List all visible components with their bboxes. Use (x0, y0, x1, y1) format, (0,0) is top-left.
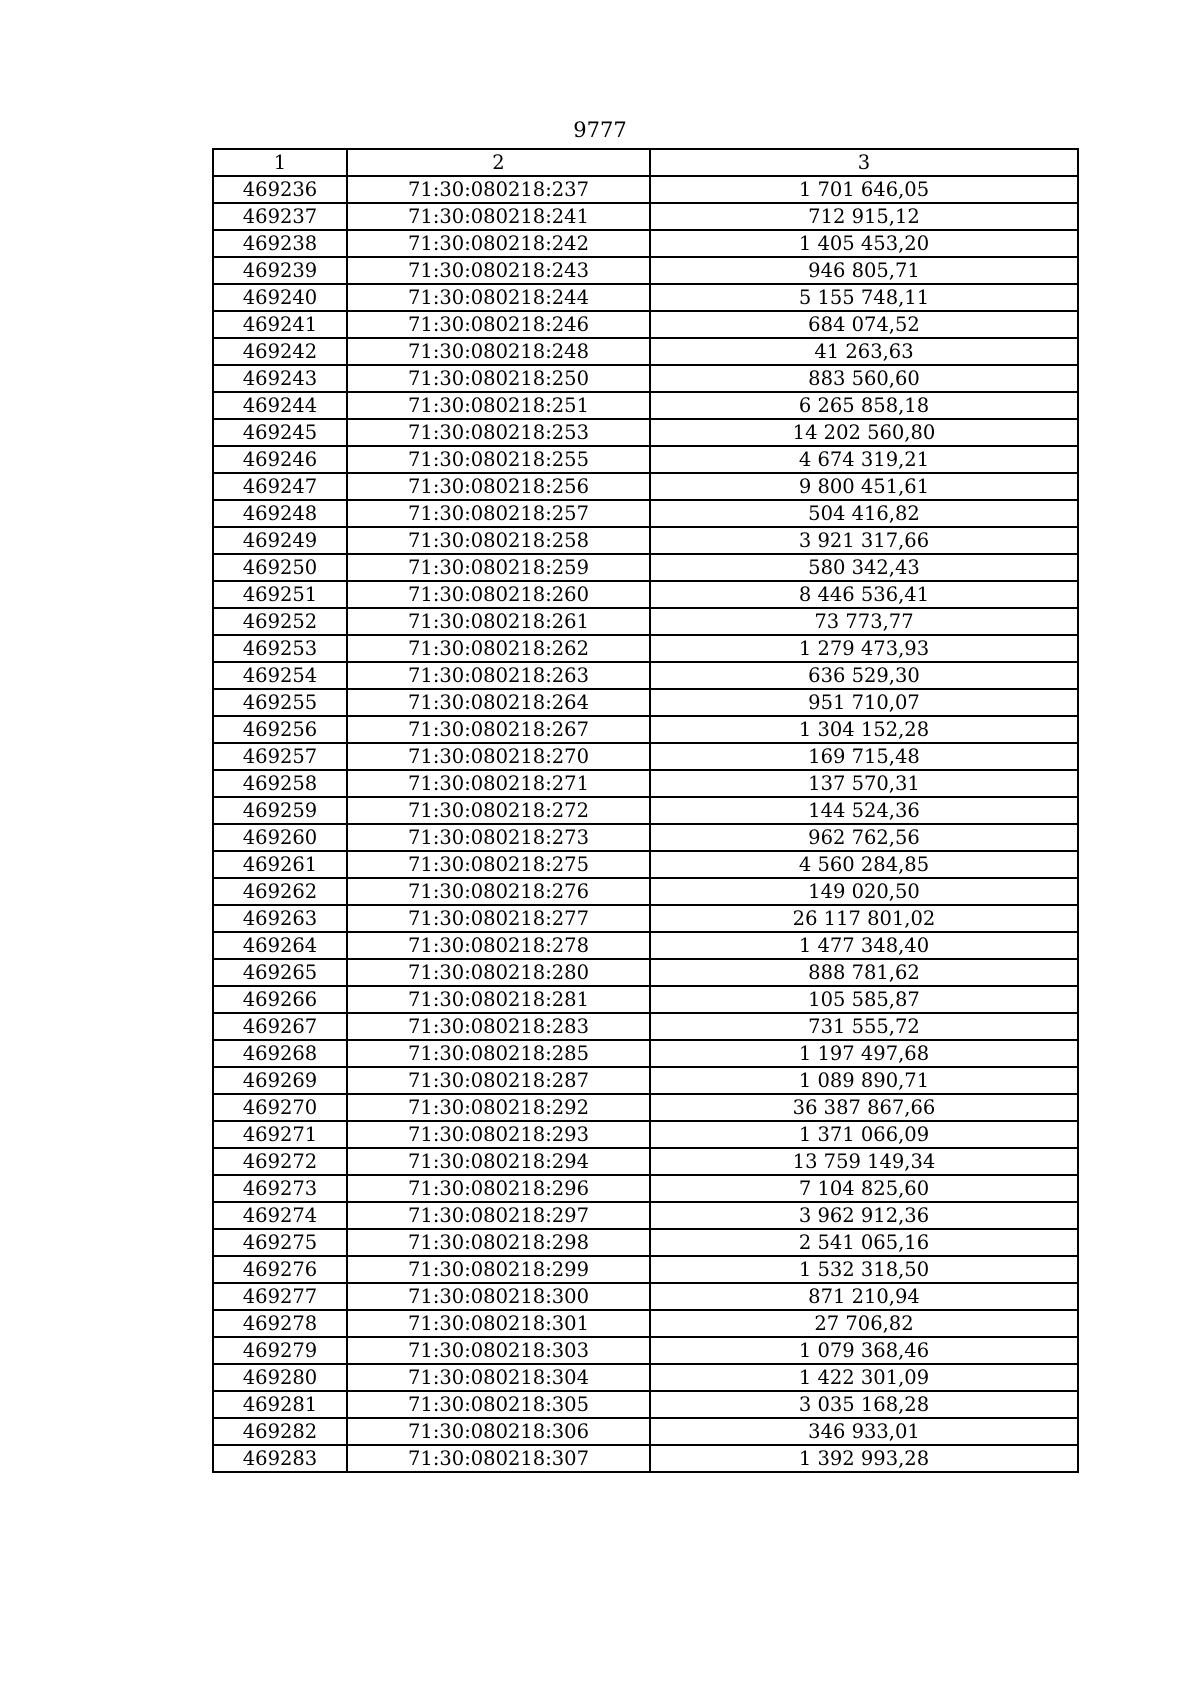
table-row (213, 1040, 1078, 1067)
cadastral-number-cell: 71:30:080218:260 (347, 581, 650, 608)
cadastral-number-cell: 71:30:080218:250 (347, 365, 650, 392)
value-cell: 6 265 858,18 (650, 392, 1078, 419)
value-cell: 951 710,07 (650, 689, 1078, 716)
table-body (213, 176, 1078, 1472)
value-cell: 9 800 451,61 (650, 473, 1078, 500)
cadastral-number-cell: 71:30:080218:262 (347, 635, 650, 662)
row-number-cell: 469243 (213, 365, 347, 392)
row-number-cell: 469261 (213, 851, 347, 878)
cadastral-number-cell: 71:30:080218:281 (347, 986, 650, 1013)
table-row (213, 1202, 1078, 1229)
row-number-cell: 469263 (213, 905, 347, 932)
column-header-3: 3 (650, 149, 1078, 176)
table-row (213, 527, 1078, 554)
table-row (213, 743, 1078, 770)
row-number-cell: 469247 (213, 473, 347, 500)
row-number-cell: 469266 (213, 986, 347, 1013)
row-number-cell: 469236 (213, 176, 347, 203)
table-row (213, 230, 1078, 257)
value-cell: 41 263,63 (650, 338, 1078, 365)
table-row (213, 176, 1078, 203)
table-row (213, 878, 1078, 905)
table-row (213, 581, 1078, 608)
value-cell: 14 202 560,80 (650, 419, 1078, 446)
cadastral-number-cell: 71:30:080218:278 (347, 932, 650, 959)
cadastral-number-cell: 71:30:080218:251 (347, 392, 650, 419)
table-row (213, 1013, 1078, 1040)
cadastral-number-cell: 71:30:080218:273 (347, 824, 650, 851)
value-cell: 1 304 152,28 (650, 716, 1078, 743)
cadastral-number-cell: 71:30:080218:272 (347, 797, 650, 824)
table-row (213, 1256, 1078, 1283)
cadastral-number-cell: 71:30:080218:258 (347, 527, 650, 554)
cadastral-number-cell: 71:30:080218:307 (347, 1445, 650, 1472)
cadastral-number-cell: 71:30:080218:259 (347, 554, 650, 581)
row-number-cell: 469275 (213, 1229, 347, 1256)
cadastral-number-cell: 71:30:080218:248 (347, 338, 650, 365)
row-number-cell: 469238 (213, 230, 347, 257)
row-number-cell: 469265 (213, 959, 347, 986)
cadastral-number-cell: 71:30:080218:300 (347, 1283, 650, 1310)
table-row (213, 446, 1078, 473)
value-cell: 1 701 646,05 (650, 176, 1078, 203)
cadastral-number-cell: 71:30:080218:298 (347, 1229, 650, 1256)
row-number-cell: 469273 (213, 1175, 347, 1202)
value-cell: 8 446 536,41 (650, 581, 1078, 608)
value-cell: 4 560 284,85 (650, 851, 1078, 878)
cadastral-number-cell: 71:30:080218:305 (347, 1391, 650, 1418)
cadastral-number-cell: 71:30:080218:293 (347, 1121, 650, 1148)
row-number-cell: 469254 (213, 662, 347, 689)
cadastral-number-cell: 71:30:080218:253 (347, 419, 650, 446)
table-row (213, 1094, 1078, 1121)
value-cell: 1 422 301,09 (650, 1364, 1078, 1391)
cadastral-number-cell: 71:30:080218:270 (347, 743, 650, 770)
value-cell: 580 342,43 (650, 554, 1078, 581)
cadastral-number-cell: 71:30:080218:261 (347, 608, 650, 635)
value-cell: 1 279 473,93 (650, 635, 1078, 662)
table-row (213, 824, 1078, 851)
column-header-1: 1 (213, 149, 347, 176)
value-cell: 5 155 748,11 (650, 284, 1078, 311)
cadastral-number-cell: 71:30:080218:237 (347, 176, 650, 203)
cadastral-number-cell: 71:30:080218:292 (347, 1094, 650, 1121)
row-number-cell: 469279 (213, 1337, 347, 1364)
row-number-cell: 469283 (213, 1445, 347, 1472)
row-number-cell: 469250 (213, 554, 347, 581)
value-cell: 504 416,82 (650, 500, 1078, 527)
value-cell: 1 477 348,40 (650, 932, 1078, 959)
row-number-cell: 469256 (213, 716, 347, 743)
table-row (213, 716, 1078, 743)
row-number-cell: 469259 (213, 797, 347, 824)
row-number-cell: 469240 (213, 284, 347, 311)
table-row (213, 419, 1078, 446)
table-row (213, 797, 1078, 824)
row-number-cell: 469249 (213, 527, 347, 554)
cadastral-number-cell: 71:30:080218:242 (347, 230, 650, 257)
value-cell: 946 805,71 (650, 257, 1078, 284)
row-number-cell: 469268 (213, 1040, 347, 1067)
row-number-cell: 469248 (213, 500, 347, 527)
table-row (213, 689, 1078, 716)
value-cell: 13 759 149,34 (650, 1148, 1078, 1175)
table-row (213, 203, 1078, 230)
row-number-cell: 469237 (213, 203, 347, 230)
table-row (213, 365, 1078, 392)
value-cell: 3 962 912,36 (650, 1202, 1078, 1229)
table-row (213, 662, 1078, 689)
cadastral-number-cell: 71:30:080218:241 (347, 203, 650, 230)
table-row (213, 1418, 1078, 1445)
row-number-cell: 469272 (213, 1148, 347, 1175)
row-number-cell: 469278 (213, 1310, 347, 1337)
value-cell: 871 210,94 (650, 1283, 1078, 1310)
cadastral-number-cell: 71:30:080218:277 (347, 905, 650, 932)
table-row (213, 500, 1078, 527)
value-cell: 1 079 368,46 (650, 1337, 1078, 1364)
row-number-cell: 469276 (213, 1256, 347, 1283)
row-number-cell: 469241 (213, 311, 347, 338)
value-cell: 346 933,01 (650, 1418, 1078, 1445)
row-number-cell: 469270 (213, 1094, 347, 1121)
table-row (213, 1175, 1078, 1202)
column-header-2: 2 (347, 149, 650, 176)
table-row (213, 1229, 1078, 1256)
cadastral-number-cell: 71:30:080218:244 (347, 284, 650, 311)
cadastral-number-cell: 71:30:080218:294 (347, 1148, 650, 1175)
table-row (213, 1067, 1078, 1094)
table-row (213, 635, 1078, 662)
row-number-cell: 469282 (213, 1418, 347, 1445)
cadastral-number-cell: 71:30:080218:283 (347, 1013, 650, 1040)
cadastral-number-cell: 71:30:080218:275 (347, 851, 650, 878)
row-number-cell: 469262 (213, 878, 347, 905)
data-table (212, 148, 1079, 1473)
value-cell: 3 921 317,66 (650, 527, 1078, 554)
table-row (213, 1337, 1078, 1364)
table-row (213, 392, 1078, 419)
row-number-cell: 469280 (213, 1364, 347, 1391)
value-cell: 636 529,30 (650, 662, 1078, 689)
cadastral-number-cell: 71:30:080218:271 (347, 770, 650, 797)
row-number-cell: 469251 (213, 581, 347, 608)
row-number-cell: 469257 (213, 743, 347, 770)
value-cell: 7 104 825,60 (650, 1175, 1078, 1202)
value-cell: 149 020,50 (650, 878, 1078, 905)
value-cell: 144 524,36 (650, 797, 1078, 824)
table-row (213, 959, 1078, 986)
row-number-cell: 469239 (213, 257, 347, 284)
cadastral-number-cell: 71:30:080218:297 (347, 1202, 650, 1229)
value-cell: 712 915,12 (650, 203, 1078, 230)
value-cell: 36 387 867,66 (650, 1094, 1078, 1121)
value-cell: 883 560,60 (650, 365, 1078, 392)
value-cell: 2 541 065,16 (650, 1229, 1078, 1256)
table-row (213, 986, 1078, 1013)
value-cell: 1 197 497,68 (650, 1040, 1078, 1067)
table-row (213, 1148, 1078, 1175)
cadastral-number-cell: 71:30:080218:256 (347, 473, 650, 500)
table-row (213, 1121, 1078, 1148)
value-cell: 962 762,56 (650, 824, 1078, 851)
row-number-cell: 469267 (213, 1013, 347, 1040)
table-row (213, 554, 1078, 581)
value-cell: 1 089 890,71 (650, 1067, 1078, 1094)
value-cell: 3 035 168,28 (650, 1391, 1078, 1418)
value-cell: 169 715,48 (650, 743, 1078, 770)
cadastral-number-cell: 71:30:080218:276 (347, 878, 650, 905)
row-number-cell: 469245 (213, 419, 347, 446)
table-row (213, 1283, 1078, 1310)
value-cell: 26 117 801,02 (650, 905, 1078, 932)
table-row (213, 338, 1078, 365)
cadastral-number-cell: 71:30:080218:296 (347, 1175, 650, 1202)
row-number-cell: 469246 (213, 446, 347, 473)
value-cell: 105 585,87 (650, 986, 1078, 1013)
cadastral-number-cell: 71:30:080218:304 (347, 1364, 650, 1391)
value-cell: 1 405 453,20 (650, 230, 1078, 257)
cadastral-number-cell: 71:30:080218:287 (347, 1067, 650, 1094)
value-cell: 1 532 318,50 (650, 1256, 1078, 1283)
page-number: 9777 (573, 118, 627, 142)
cadastral-number-cell: 71:30:080218:306 (347, 1418, 650, 1445)
row-number-cell: 469271 (213, 1121, 347, 1148)
table-row (213, 1364, 1078, 1391)
cadastral-number-cell: 71:30:080218:285 (347, 1040, 650, 1067)
cadastral-number-cell: 71:30:080218:301 (347, 1310, 650, 1337)
value-cell: 73 773,77 (650, 608, 1078, 635)
cadastral-number-cell: 71:30:080218:263 (347, 662, 650, 689)
table-row (213, 311, 1078, 338)
table-row (213, 851, 1078, 878)
table-row (213, 257, 1078, 284)
row-number-cell: 469274 (213, 1202, 347, 1229)
table-row (213, 932, 1078, 959)
value-cell: 684 074,52 (650, 311, 1078, 338)
cadastral-number-cell: 71:30:080218:257 (347, 500, 650, 527)
cadastral-number-cell: 71:30:080218:255 (347, 446, 650, 473)
table-row (213, 1391, 1078, 1418)
value-cell: 4 674 319,21 (650, 446, 1078, 473)
table-row (213, 1310, 1078, 1337)
value-cell: 137 570,31 (650, 770, 1078, 797)
table-row (213, 770, 1078, 797)
table-row (213, 473, 1078, 500)
cadastral-number-cell: 71:30:080218:299 (347, 1256, 650, 1283)
table-row (213, 284, 1078, 311)
cadastral-number-cell: 71:30:080218:303 (347, 1337, 650, 1364)
value-cell: 731 555,72 (650, 1013, 1078, 1040)
row-number-cell: 469244 (213, 392, 347, 419)
cadastral-number-cell: 71:30:080218:280 (347, 959, 650, 986)
row-number-cell: 469253 (213, 635, 347, 662)
value-cell: 888 781,62 (650, 959, 1078, 986)
table-row (213, 608, 1078, 635)
row-number-cell: 469242 (213, 338, 347, 365)
row-number-cell: 469258 (213, 770, 347, 797)
table-row (213, 1445, 1078, 1472)
row-number-cell: 469260 (213, 824, 347, 851)
row-number-cell: 469269 (213, 1067, 347, 1094)
value-cell: 1 392 993,28 (650, 1445, 1078, 1472)
table-row (213, 905, 1078, 932)
row-number-cell: 469264 (213, 932, 347, 959)
cadastral-number-cell: 71:30:080218:264 (347, 689, 650, 716)
table-header-row (213, 149, 1078, 176)
row-number-cell: 469255 (213, 689, 347, 716)
row-number-cell: 469281 (213, 1391, 347, 1418)
cadastral-number-cell: 71:30:080218:246 (347, 311, 650, 338)
value-cell: 27 706,82 (650, 1310, 1078, 1337)
row-number-cell: 469252 (213, 608, 347, 635)
value-cell: 1 371 066,09 (650, 1121, 1078, 1148)
cadastral-number-cell: 71:30:080218:243 (347, 257, 650, 284)
cadastral-number-cell: 71:30:080218:267 (347, 716, 650, 743)
row-number-cell: 469277 (213, 1283, 347, 1310)
